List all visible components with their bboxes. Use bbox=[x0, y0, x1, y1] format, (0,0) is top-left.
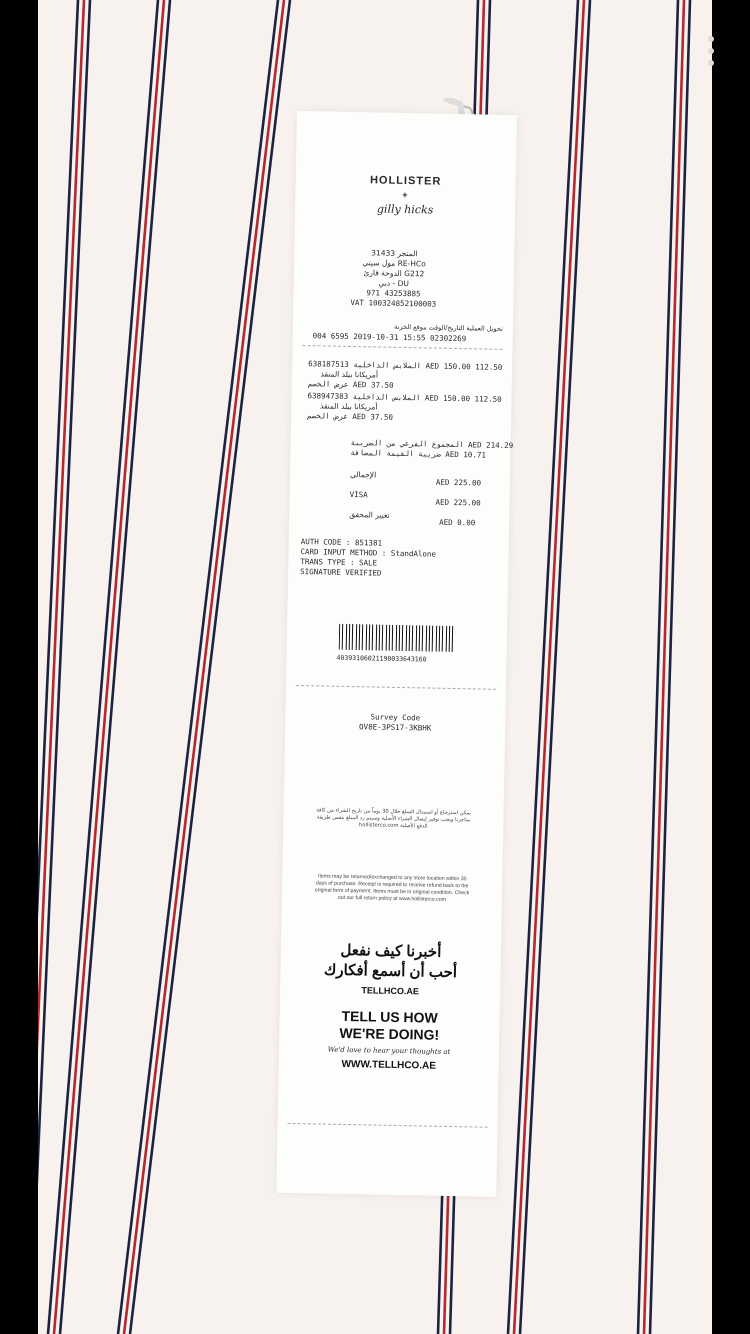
barcode-bar bbox=[399, 625, 400, 651]
barcode-bar bbox=[436, 626, 437, 652]
item-1-discount: عرض الخصم AED 37.50 bbox=[307, 379, 394, 390]
brand-logo: HOLLISTER bbox=[369, 174, 442, 188]
barcode-bar bbox=[356, 624, 357, 650]
store-city: DU - دبي bbox=[378, 278, 410, 289]
promo-tagline: We'd love to hear your thoughts at bbox=[327, 1045, 451, 1057]
store-address: G212 الدوحة قارئ bbox=[363, 268, 425, 279]
item-2-discount: عرض الخصم AED 37.50 bbox=[307, 411, 394, 422]
sub-brand-logo: gilly hicks bbox=[376, 202, 434, 217]
return-policy-arabic: يمكن استرجاع أو استبدال السلع خلال 30 يوماً من تاريخ الشراء من كافة متاجرنا ويجب توفير إيصال الشراء الأصلية وسيتم رد المبلغ بنفس طريقة الدفع الأصلية hollisterco.com bbox=[316, 807, 471, 830]
barcode-bar bbox=[429, 626, 430, 652]
barcode-bar bbox=[346, 624, 347, 650]
barcode-bar bbox=[386, 625, 387, 651]
promo-headline-1: TELL US HOW bbox=[341, 1007, 438, 1026]
transaction-values: 004 6595 2019-10-31 15:55 02302269 bbox=[312, 331, 467, 344]
store-number: المتجر 31433 bbox=[371, 248, 418, 259]
receipt bbox=[276, 111, 517, 1197]
fabric-stripe bbox=[520, 0, 590, 1334]
more-options-icon[interactable] bbox=[703, 36, 719, 76]
fabric-stripe bbox=[650, 0, 690, 1334]
barcode-bar bbox=[359, 624, 360, 650]
barcode-bar bbox=[342, 624, 343, 650]
barcode-bar bbox=[409, 625, 410, 651]
visa-value: AED 225.00 bbox=[435, 497, 481, 508]
barcode-bar bbox=[392, 625, 393, 651]
transaction-header: تحويل العملية التاريخ/الوقت موقع الخزنة bbox=[394, 322, 503, 333]
barcode-bar bbox=[389, 625, 390, 651]
brand-plus: + bbox=[402, 189, 409, 201]
barcode-bar bbox=[419, 625, 420, 651]
vat-amount: ضريبة القيمة المضافة AED 10.71 bbox=[350, 447, 487, 460]
survey-code: OV8E-3PS17-3KBHK bbox=[358, 722, 432, 733]
barcode-bar bbox=[446, 626, 447, 652]
auth-code: AUTH CODE : 851381 bbox=[300, 537, 383, 548]
barcode-bar bbox=[349, 624, 350, 650]
barcode-bar bbox=[339, 624, 340, 650]
barcode-bar bbox=[422, 625, 423, 651]
tear-line bbox=[296, 685, 496, 690]
item-1-line: 638187513 الملابس الداخلية AED 150.00 112.50 bbox=[308, 359, 503, 372]
mall-name: RE-HCo مول سيتي bbox=[362, 258, 426, 269]
store-phone: 971 43253885 bbox=[366, 288, 421, 299]
barcode-bar bbox=[369, 624, 370, 650]
barcode-bar bbox=[379, 625, 380, 651]
change-label: تغيير المحقق bbox=[349, 509, 390, 520]
trans-type: TRANS TYPE : SALE bbox=[300, 557, 378, 568]
promo-site-big: WWW.TELLHCO.AE bbox=[341, 1058, 437, 1072]
barcode-bar bbox=[426, 625, 427, 651]
barcode-bar bbox=[382, 625, 383, 651]
barcode-bar bbox=[352, 624, 353, 650]
divider bbox=[303, 345, 503, 350]
change-value: AED 0.00 bbox=[439, 517, 476, 528]
promo-arabic-2: أحب أن أسمع أفكارك bbox=[323, 961, 458, 982]
barcode-bar bbox=[396, 625, 397, 651]
promo-arabic-1: أخبرنا كيف نفعل bbox=[340, 941, 442, 961]
barcode-bar bbox=[372, 624, 373, 650]
promo-headline-2: WE'RE DOING! bbox=[339, 1024, 440, 1043]
visa-label: VISA bbox=[349, 489, 368, 500]
return-policy-english: Items may be returned/exchanged to any store location within 30 days of purchase. Receipt is required to receive refund back to the original form of payment. Items must be in original condition. Check out our full return policy at www.hollisterco.com bbox=[314, 873, 470, 903]
barcode-bar bbox=[439, 626, 440, 652]
signature-status: SIGNATURE VERIFIED bbox=[300, 567, 382, 578]
item-2-desc: أمريكانا بيلد المنقذ bbox=[319, 401, 378, 412]
subtotal: المجموع الفرعي من الضريبة AED 214.29 bbox=[350, 437, 514, 451]
barcode-bar bbox=[449, 626, 450, 652]
barcode-bar bbox=[366, 624, 367, 650]
bottom-tear-line bbox=[288, 1123, 488, 1128]
total-value: AED 225.00 bbox=[435, 477, 482, 488]
fabric-stripe bbox=[638, 0, 678, 1334]
barcode-bar bbox=[362, 624, 363, 650]
barcode-bar bbox=[412, 625, 413, 651]
barcode-bar bbox=[402, 625, 403, 651]
barcode-bar bbox=[416, 625, 417, 651]
item-2-line: 638947383 الملابس الداخلية AED 150.00 112.50 bbox=[307, 391, 502, 404]
total-label: الإجمالي bbox=[349, 469, 377, 480]
barcode-bar bbox=[442, 626, 443, 652]
barcode-bar bbox=[452, 626, 453, 652]
survey-label: Survey Code bbox=[370, 712, 421, 723]
fabric-stripe bbox=[644, 0, 684, 1334]
vat-number: VAT 100324852100003 bbox=[350, 297, 437, 309]
barcode-bar bbox=[432, 626, 433, 652]
fabric-stripe bbox=[38, 0, 78, 1334]
barcode-bar bbox=[406, 625, 407, 651]
promo-site-small: TELLHCO.AE bbox=[361, 985, 419, 997]
fabric-stripe bbox=[514, 0, 584, 1334]
card-input-method: CARD INPUT METHOD : StandAlone bbox=[300, 547, 437, 559]
barcode bbox=[339, 624, 455, 652]
item-1-desc: أمريكانا بيلد المنقذ bbox=[320, 369, 379, 380]
barcode-bar bbox=[376, 625, 377, 651]
fabric-stripe bbox=[508, 0, 578, 1334]
barcode-number: 40393106021190033643160 bbox=[336, 653, 427, 664]
